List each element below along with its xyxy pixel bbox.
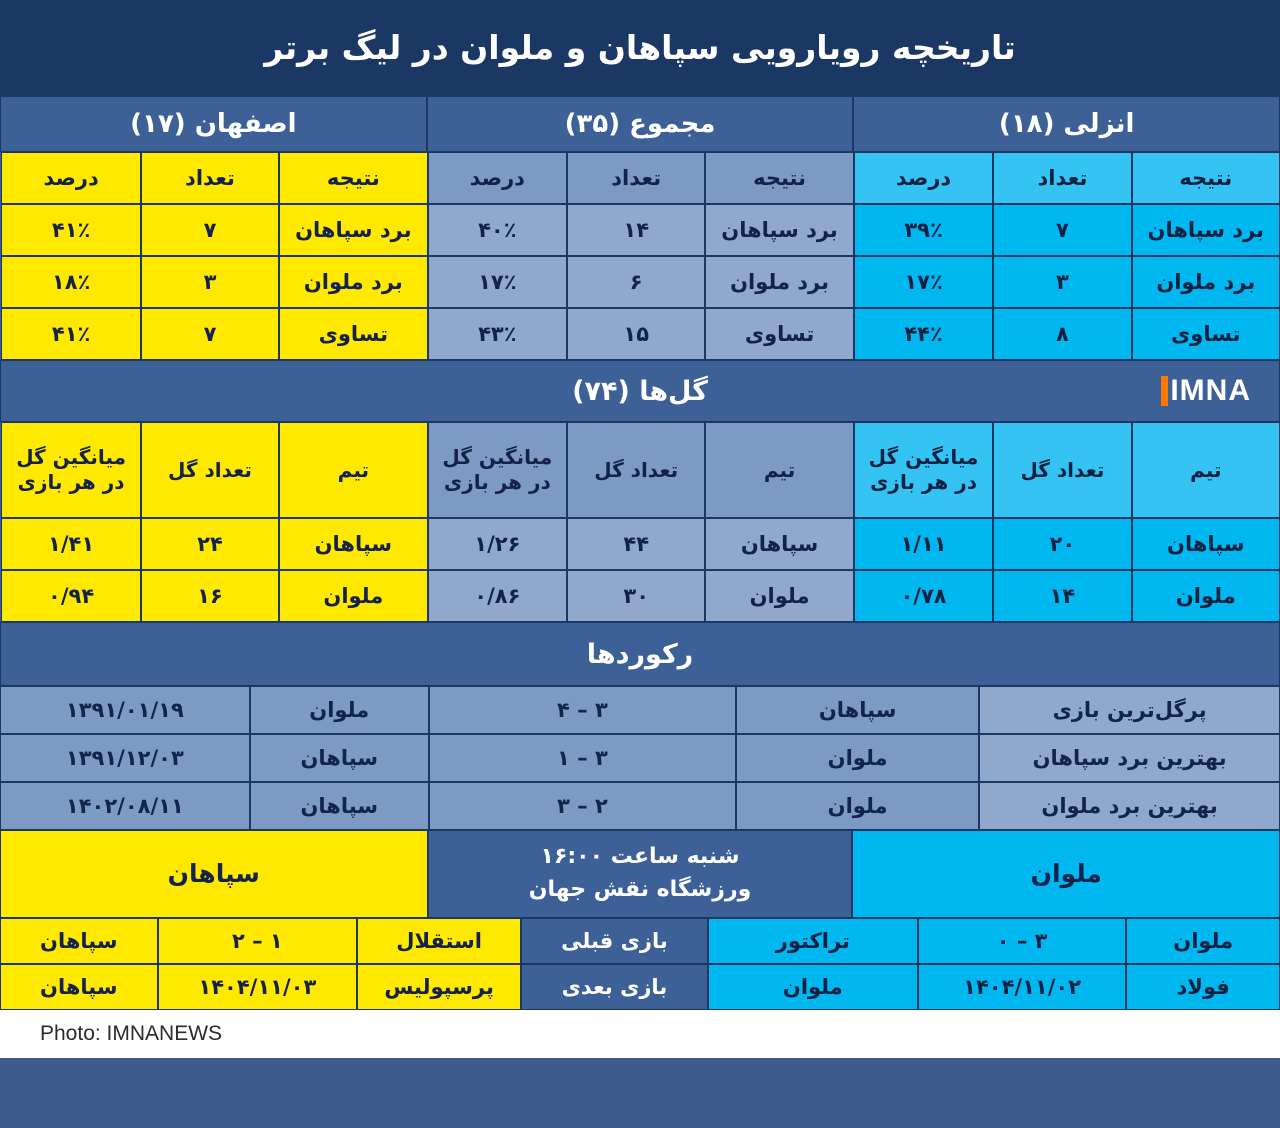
record-label: پرگل‌ترین بازی	[979, 686, 1280, 734]
col-header-pct-isfahan: درصد	[1, 152, 141, 204]
table-row	[0, 570, 1280, 622]
previous-match-row	[0, 918, 1280, 964]
goal-count: ۱۴	[993, 570, 1131, 622]
page-title-bar	[0, 0, 1280, 96]
next-match-row	[0, 964, 1280, 1010]
col-header-avg-anzali: میانگین گل در هر بازی	[854, 422, 994, 518]
result-count: ۱۵	[567, 308, 705, 360]
col-header-goals-anzali: تعداد گل	[993, 422, 1131, 518]
goal-avg: ۰/۷۸	[854, 570, 994, 622]
col-header-result-isfahan: نتیجه	[279, 152, 427, 204]
next-left-opponent: ملوان	[708, 964, 918, 1010]
result-pct: ۴۱٪	[1, 204, 141, 256]
goal-avg: ۱/۱۱	[854, 518, 994, 570]
prev-left-opponent: تراکتور	[708, 918, 918, 964]
result-count: ۱۴	[567, 204, 705, 256]
col-header-count-total: تعداد	[567, 152, 705, 204]
next-match-label: بازی بعدی	[521, 964, 708, 1010]
goal-avg: ۰/۸۶	[428, 570, 568, 622]
page-title: تاریخچه رویارویی سپاهان و ملوان در لیگ برتر	[264, 27, 1016, 67]
prev-match-label: بازی قبلی	[521, 918, 708, 964]
col-header-team-total: تیم	[705, 422, 853, 518]
prev-right-opponent: استقلال	[357, 918, 521, 964]
goals-column-headers	[0, 422, 1280, 518]
table-row	[0, 686, 1280, 734]
imna-logo	[1161, 374, 1251, 408]
next-right-date: ۱۴۰۴/۱۱/۰۳	[158, 964, 358, 1010]
result-count: ۸	[993, 308, 1131, 360]
col-header-count-isfahan: تعداد	[141, 152, 279, 204]
result-pct: ۱۷٪	[854, 256, 994, 308]
record-score: ۳ – ۱	[429, 734, 736, 782]
result-count: ۷	[993, 204, 1131, 256]
col-header-result-anzali: نتیجه	[1132, 152, 1280, 204]
col-header-team-anzali: تیم	[1132, 422, 1280, 518]
record-team-away: ملوان	[250, 686, 429, 734]
col-header-avg-total: میانگین گل در هر بازی	[428, 422, 568, 518]
records-title: رکوردها	[586, 638, 694, 670]
table-row	[0, 734, 1280, 782]
table-row	[0, 518, 1280, 570]
record-team-away: سپاهان	[250, 782, 429, 830]
result-pct: ۴۳٪	[428, 308, 568, 360]
footer	[0, 1010, 1280, 1058]
result-count: ۳	[993, 256, 1131, 308]
goal-avg: ۱/۲۶	[428, 518, 568, 570]
goal-team: سپاهان	[279, 518, 427, 570]
next-right-opponent: پرسپولیس	[357, 964, 521, 1010]
goal-team: سپاهان	[1132, 518, 1280, 570]
result-label: برد سپاهان	[279, 204, 427, 256]
col-header-goals-isfahan: تعداد گل	[141, 422, 279, 518]
goal-team: ملوان	[705, 570, 853, 622]
prev-right-score: ۱ – ۲	[158, 918, 358, 964]
goal-count: ۲۴	[141, 518, 279, 570]
results-section-headers	[0, 96, 1280, 152]
prev-left-score: ۳ – ۰	[918, 918, 1127, 964]
goal-count: ۲۰	[993, 518, 1131, 570]
result-label: برد ملوان	[1132, 256, 1280, 308]
col-header-avg-isfahan: میانگین گل در هر بازی	[1, 422, 141, 518]
col-header-count-anzali: تعداد	[993, 152, 1131, 204]
goal-avg: ۰/۹۴	[1, 570, 141, 622]
goal-team: سپاهان	[705, 518, 853, 570]
match-info	[428, 830, 853, 918]
table-row	[0, 256, 1280, 308]
block-header-total: مجموع (۳۵)	[427, 96, 854, 152]
record-score: ۲ – ۳	[429, 782, 736, 830]
prev-left-team: ملوان	[1126, 918, 1280, 964]
result-pct: ۱۸٪	[1, 256, 141, 308]
result-pct: ۱۷٪	[428, 256, 568, 308]
result-pct: ۳۹٪	[854, 204, 994, 256]
goal-count: ۱۶	[141, 570, 279, 622]
goal-count: ۴۴	[567, 518, 705, 570]
col-header-pct-total: درصد	[428, 152, 568, 204]
goal-count: ۳۰	[567, 570, 705, 622]
record-label: بهترین برد سپاهان	[979, 734, 1280, 782]
match-venue: ورزشگاه نقش جهان	[528, 877, 752, 902]
block-header-anzali: انزلی (۱۸)	[853, 96, 1280, 152]
match-team-left: ملوان	[852, 830, 1280, 918]
upcoming-match-banner	[0, 830, 1280, 918]
goals-title: گل‌ها (۷۴)	[572, 375, 708, 407]
result-label: برد سپاهان	[1132, 204, 1280, 256]
result-label: برد سپاهان	[705, 204, 853, 256]
record-date: ۱۳۹۱/۱۲/۰۳	[0, 734, 250, 782]
result-label: تساوی	[1132, 308, 1280, 360]
goal-team: ملوان	[1132, 570, 1280, 622]
results-column-headers	[0, 152, 1280, 204]
match-team-right: سپاهان	[0, 830, 428, 918]
result-count: ۷	[141, 308, 279, 360]
result-label: تساوی	[279, 308, 427, 360]
col-header-goals-total: تعداد گل	[567, 422, 705, 518]
records-section-header	[0, 622, 1280, 686]
result-count: ۶	[567, 256, 705, 308]
col-header-team-isfahan: تیم	[279, 422, 427, 518]
result-label: تساوی	[705, 308, 853, 360]
goals-section-header	[0, 360, 1280, 422]
result-count: ۳	[141, 256, 279, 308]
next-right-team: سپاهان	[0, 964, 157, 1010]
match-time: شنبه ساعت ۱۶:۰۰	[540, 844, 740, 870]
record-date: ۱۴۰۲/۰۸/۱۱	[0, 782, 250, 830]
col-header-pct-anzali: درصد	[854, 152, 994, 204]
record-label: بهترین برد ملوان	[979, 782, 1280, 830]
record-team-home: سپاهان	[736, 686, 979, 734]
table-row	[0, 782, 1280, 830]
result-count: ۷	[141, 204, 279, 256]
photo-credit: Photo: IMNANEWS	[40, 1022, 223, 1045]
record-score: ۳ – ۴	[429, 686, 736, 734]
record-team-home: ملوان	[736, 734, 979, 782]
next-left-date: ۱۴۰۴/۱۱/۰۲	[918, 964, 1127, 1010]
table-row	[0, 308, 1280, 360]
result-label: برد ملوان	[705, 256, 853, 308]
result-pct: ۴۰٪	[428, 204, 568, 256]
result-pct: ۴۱٪	[1, 308, 141, 360]
logo-text: IMNA	[1170, 374, 1251, 407]
record-date: ۱۳۹۱/۰۱/۱۹	[0, 686, 250, 734]
result-pct: ۴۴٪	[854, 308, 994, 360]
record-team-home: ملوان	[736, 782, 979, 830]
table-row	[0, 204, 1280, 256]
logo-bar-icon	[1161, 376, 1168, 406]
block-header-isfahan: اصفهان (۱۷)	[0, 96, 427, 152]
prev-right-team: سپاهان	[0, 918, 157, 964]
goal-avg: ۱/۴۱	[1, 518, 141, 570]
record-team-away: سپاهان	[250, 734, 429, 782]
goal-team: ملوان	[279, 570, 427, 622]
next-left-team: فولاد	[1126, 964, 1280, 1010]
col-header-result-total: نتیجه	[705, 152, 853, 204]
result-label: برد ملوان	[279, 256, 427, 308]
